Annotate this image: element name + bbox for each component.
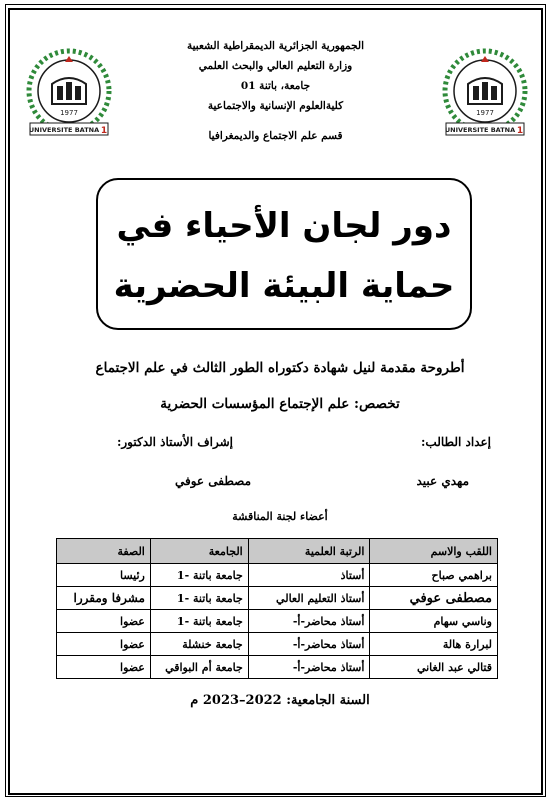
jury-rank: أستاذ التعليم العالي (248, 587, 370, 610)
logo-left-year: 1977 (60, 109, 78, 117)
prepared-by-label: إعداد الطالب: (420, 435, 491, 449)
logo-right-caption: UNIVERSITE BATNA (444, 126, 516, 134)
committee-title: أعضاء لجنة المناقشة (232, 510, 328, 523)
logo-right-number: 1 (516, 126, 524, 136)
table-row (57, 610, 498, 633)
thesis-title-line-2: حماية البيئة الحضرية (113, 266, 455, 306)
table-row (57, 564, 498, 587)
jury-university: جامعة باتنة -1 (150, 564, 248, 587)
jury-rank: أستاذ محاضر-أ- (248, 633, 370, 656)
jury-role: عضوا (57, 656, 151, 679)
jury-university: جامعة باتنة -1 (150, 587, 248, 610)
faculty-name: كليةالعلوم الإنسانية والاجتماعية (207, 100, 344, 112)
jury-role: عضوا (57, 633, 151, 656)
jury-role: عضوا (57, 610, 151, 633)
jury-role: رئيسا (57, 564, 151, 587)
logo-left-number: 1 (100, 126, 108, 136)
student-name: مهدي عبيد (416, 474, 469, 488)
jury-name: لبرارة هالة (370, 633, 498, 656)
header-university: الجامعة (150, 539, 248, 564)
jury-name: وناسي سهام (370, 610, 498, 633)
jury-rank: أستاذ محاضر-أ- (248, 610, 370, 633)
jury-name: براهمي صباح (370, 564, 498, 587)
jury-name: مصطفى عوفي (370, 587, 498, 610)
supervised-by-label: إشراف الأستاذ الدكتور: (116, 435, 233, 449)
header-role: الصفة (57, 539, 151, 564)
specialty-line: تخصص: علم الإجتماع المؤسسات الحضرية (160, 396, 400, 412)
jury-name: قتالي عبد الغاني (370, 656, 498, 679)
academic-year: السنة الجامعية: 2022–2023 م (190, 693, 370, 708)
table-row (57, 633, 498, 656)
jury-rank: أستاذ محاضر-أ- (248, 656, 370, 679)
thesis-title-line-1: دور لجان الأحياء في (116, 206, 452, 246)
thesis-title-box (96, 178, 472, 330)
republic-name: الجمهورية الجزائرية الديمقراطية الشعبية (186, 40, 364, 52)
university-logo-left (22, 46, 116, 140)
jury-university: جامعة أم البواقي (150, 656, 248, 679)
jury-table (56, 538, 498, 679)
header-name: اللقب والاسم (370, 539, 498, 564)
ministry-name: وزارة التعليم العالي والبحث العلمي (198, 60, 353, 72)
jury-table-header-row (57, 539, 498, 564)
jury-rank: أستاذ (248, 564, 370, 587)
header-rank: الرتبة العلمية (248, 539, 370, 564)
logo-left-caption: UNIVERSITE BATNA (28, 126, 100, 134)
logo-right-year: 1977 (476, 109, 494, 117)
table-row (57, 656, 498, 679)
supervisor-name: مصطفى عوفي (174, 474, 251, 488)
jury-university: جامعة باتنة -1 (150, 610, 248, 633)
jury-university: جامعة خنشلة (150, 633, 248, 656)
department-name: قسم علم الاجتماع والديمغرافيا (208, 130, 343, 142)
thesis-description: أطروحة مقدمة لنيل شهادة دكتوراه الطور الثالث في علم الاجتماع (95, 360, 465, 376)
jury-role: مشرفا ومقررا (57, 587, 151, 610)
university-name: جامعة، باتنة 01 (240, 80, 311, 92)
institution-header (120, 36, 431, 146)
table-row (57, 587, 498, 610)
university-logo-right (438, 46, 532, 140)
